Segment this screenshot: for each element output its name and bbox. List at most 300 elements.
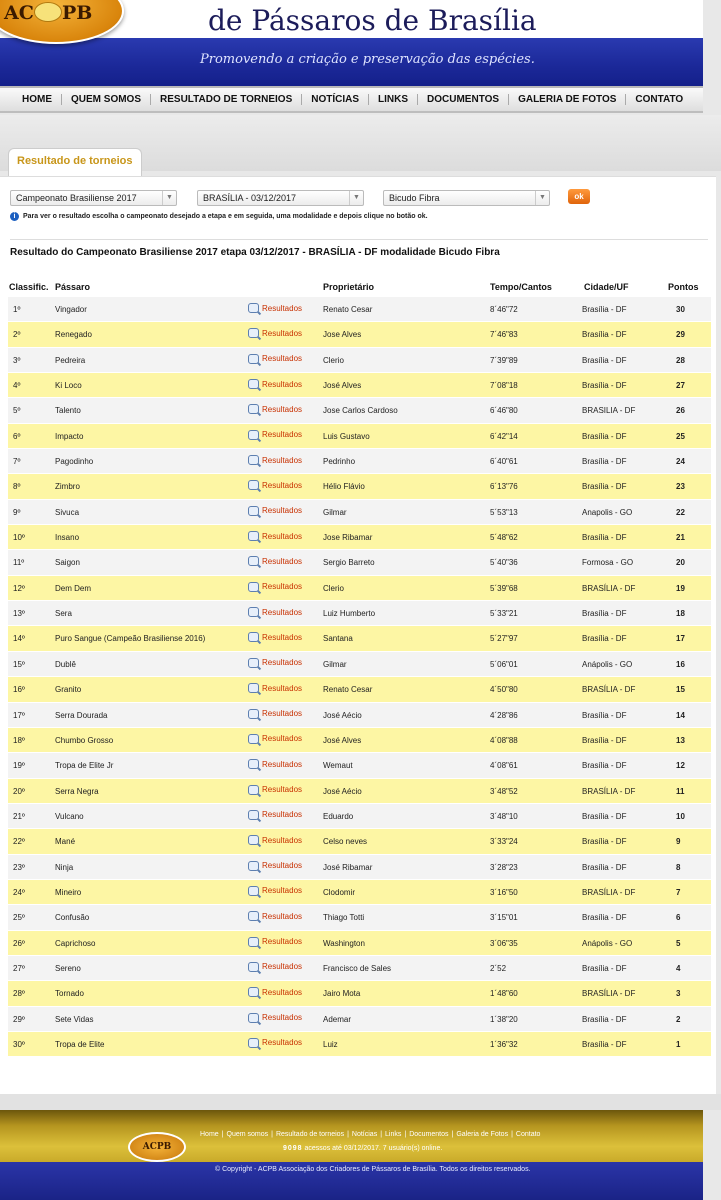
results-link-label: Resultados [262,861,303,871]
owner-cell: José Aécio [323,710,362,720]
results-link[interactable] [248,1038,302,1048]
bird-name-cell: Ninja [55,862,74,872]
link-separator: | [347,1131,349,1138]
site-title: de Pássaros de Brasília [208,4,537,37]
results-table-body [8,297,711,1057]
results-link-label: Resultados [262,835,303,845]
city-cell: BRASÍLIA - DF [582,786,636,796]
points-cell: 3 [676,989,681,999]
bird-name-cell: Pagodinho [55,457,94,467]
city-cell: Anápolis - GO [582,659,633,669]
results-link-label: Resultados [262,962,303,972]
magnifier-icon [248,861,259,871]
result-title: Resultado do Campeonato Brasiliense 2017 etapa 03/12/2017 - BRASÍLIA - DF modalidade Bicudo Fibra [10,247,500,258]
points-cell: 1 [676,1039,681,1049]
results-link[interactable] [248,379,302,389]
rank-cell: 15º [13,659,25,669]
results-link-label: Resultados [262,582,303,592]
points-cell: 23 [676,482,685,492]
owner-cell: Washington [323,938,365,948]
stage-select[interactable] [197,190,364,206]
magnifier-icon [248,1038,259,1048]
owner-cell: Eduardo [323,811,354,821]
points-cell: 26 [676,406,685,416]
points-cell: 15 [676,685,685,695]
nav-documentos[interactable]: DOCUMENTOS [418,94,509,105]
bird-name-cell: Renegado [55,330,92,340]
table-row [8,931,711,956]
table-row [8,322,711,347]
link-separator: | [451,1131,454,1138]
site-tagline: Promovendo a criação e preservação das espécies. [200,52,535,67]
points-cell: 21 [676,533,685,543]
bird-name-cell: Dublê [55,659,76,669]
table-row [8,449,711,474]
table-row [8,525,711,550]
points-cell: 6 [676,913,681,923]
results-link[interactable] [248,506,302,516]
city-cell: Brasília - DF [582,761,627,771]
owner-cell: Jairo Mota [323,989,361,999]
bird-name-cell: Sete Vidas [55,1014,94,1024]
results-link[interactable] [248,861,302,871]
results-link-label: Resultados [262,937,303,947]
bird-name-cell: Caprichoso [55,938,96,948]
bird-name-cell: Sivuca [55,507,80,517]
city-cell: Brasília - DF [582,735,627,745]
time-cell: 5´40"36 [490,558,518,568]
bird-name-cell: Impacto [55,431,84,441]
city-cell: Anapolis - GO [582,507,633,517]
results-link-label: Resultados [262,911,303,921]
magnifier-icon [248,607,259,617]
bird-name-cell: Zimbro [55,482,80,492]
results-link-label: Resultados [262,658,303,668]
time-cell: 3´33"24 [490,837,518,847]
results-link[interactable] [248,785,302,795]
results-link-label: Resultados [262,987,303,997]
points-cell: 4 [676,963,681,973]
bird-name-cell: Chumbo Grosso [55,735,114,745]
results-link[interactable] [248,632,302,642]
owner-cell: José Alves [323,381,362,391]
results-link[interactable] [248,734,302,744]
time-cell: 2´52 [490,963,507,973]
results-link[interactable] [248,582,302,592]
logo-text-right: PB [62,2,93,24]
points-cell: 17 [676,634,685,644]
rank-cell: 24º [13,887,25,897]
time-cell: 8´46"72 [490,305,518,314]
footer-link[interactable]: Documentos [409,1131,449,1138]
visit-text: acessos até 03/12/2017. 7 usuário(s) online. [302,1145,443,1152]
points-cell: 10 [676,811,685,821]
results-link-label: Resultados [262,759,303,769]
table-row [8,652,711,677]
rank-cell: 23º [13,862,25,872]
table-row [8,855,711,880]
col-header-pontos: Pontos [668,282,699,292]
magnifier-icon [248,556,259,566]
time-cell: 3´48"10 [490,811,518,821]
bird-name-cell: Tropa de Elite [55,1039,105,1049]
city-cell: Brasília - DF [582,837,627,847]
time-cell: 6´40"61 [490,457,518,467]
time-cell: 4´08"61 [490,761,518,771]
owner-cell: Hélio Flávio [323,482,365,492]
city-cell: Brasília - DF [582,431,627,441]
owner-cell: José Alves [323,735,362,745]
city-cell: Formosa - GO [582,558,634,568]
results-link[interactable] [248,683,302,693]
nav-resultado-de-torneios[interactable]: RESULTADO DE TORNEIOS [151,94,302,105]
city-cell: Brasília - DF [582,609,627,619]
time-cell: 3´16"50 [490,887,518,897]
points-cell: 24 [676,457,685,467]
points-cell: 27 [676,381,685,391]
magnifier-icon [248,480,259,490]
city-cell: BRASÍLIA - DF [582,989,636,999]
results-link-label: Resultados [262,683,303,693]
magnifier-icon [248,354,259,364]
site-header [0,0,703,86]
link-separator: | [404,1131,407,1138]
handshake-icon [34,2,62,22]
points-cell: 2 [676,1014,681,1024]
modality-select[interactable] [383,190,550,206]
table-row [8,981,711,1006]
chevron-down-icon: ▼ [535,191,549,205]
results-link-label: Resultados [262,480,303,490]
magnifier-icon [248,632,259,642]
time-cell: 4´08"88 [490,735,518,745]
owner-cell: Francisco de Sales [323,963,392,973]
bird-name-cell: Ki Loco [55,381,82,391]
stage-select-value: BRASÍLIA - 03/12/2017 [203,193,297,203]
nav-galeria-de-fotos[interactable]: GALERIA DE FOTOS [509,94,626,105]
table-row [8,474,711,499]
city-cell: Brasília - DF [582,710,627,720]
link-separator: | [380,1131,383,1138]
info-text: Para ver o resultado escolha o campeonato desejado a etapa e em seguida, uma modalidade e depois clique no botão ok. [23,213,428,220]
results-link[interactable] [248,962,302,972]
col-header-proprietario: Proprietário [323,282,375,292]
results-link[interactable] [248,709,302,719]
table-row [8,398,711,423]
results-link-label: Resultados [262,785,303,795]
nav-links[interactable]: LINKS [369,94,418,105]
table-row [8,348,711,373]
results-link[interactable] [248,455,302,465]
table-row [8,753,711,778]
points-cell: 12 [676,761,685,771]
results-link[interactable] [248,810,302,820]
results-link[interactable] [248,835,302,845]
rank-cell: 6º [13,431,21,441]
city-cell: Brasília - DF [582,381,627,391]
points-cell: 7 [676,887,681,897]
results-link[interactable] [248,531,302,541]
logo-text-left: AC [4,2,34,24]
rank-cell: 10º [13,533,25,543]
magnifier-icon [248,379,259,389]
time-cell: 1´48"60 [490,989,518,999]
city-cell: Brasília - DF [582,811,627,821]
footer-logo[interactable]: ACPB [128,1132,186,1162]
owner-cell: Wemaut [323,761,353,771]
magnifier-icon [248,658,259,668]
results-link[interactable] [248,480,302,490]
magnifier-icon [248,404,259,414]
rank-cell: 19º [13,761,25,771]
rank-cell: 18º [13,735,25,745]
magnifier-icon [248,937,259,947]
info-message [10,212,428,221]
time-cell: 7´08"18 [490,381,518,391]
rank-cell: 9º [13,507,21,517]
city-cell: Brasília - DF [582,533,627,543]
time-cell: 3´15"01 [490,913,518,923]
owner-cell: Luiz Humberto [323,609,376,619]
magnifier-icon [248,987,259,997]
time-cell: 5´53"13 [490,507,518,517]
col-header-passaro: Pássaro [55,282,91,292]
bird-name-cell: Mané [55,837,76,847]
rank-cell: 8º [13,482,21,492]
results-link[interactable] [248,430,302,440]
results-link[interactable] [248,1013,302,1023]
owner-cell: Sergio Barreto [323,558,375,568]
city-cell: Brasília - DF [582,305,627,314]
results-link[interactable] [248,886,302,896]
time-cell: 6´46"80 [490,406,518,416]
rank-cell: 17º [13,710,25,720]
nav-quem-somos[interactable]: QUEM SOMOS [62,94,151,105]
footer-link[interactable]: Galeria de Fotos [456,1131,509,1138]
results-table-header [0,280,716,295]
results-link[interactable] [248,328,302,338]
rank-cell: 29º [13,1014,25,1024]
visit-counter [283,1145,442,1152]
footer-link[interactable]: Contato [515,1131,541,1138]
magnifier-icon [248,962,259,972]
footer-link[interactable]: Links [385,1131,402,1138]
table-row [8,677,711,702]
rank-cell: 22º [13,837,25,847]
tab-resultado-de-torneios[interactable]: Resultado de torneios [8,148,142,178]
rank-cell: 3º [13,355,21,365]
table-row [8,424,711,449]
magnifier-icon [248,455,259,465]
owner-cell: Jose Ribamar [323,533,373,543]
time-cell: 7´46"83 [490,330,518,340]
ok-button[interactable]: ok [568,189,590,204]
bird-name-cell: Sereno [55,963,81,973]
owner-cell: Luiz [323,1039,338,1049]
results-link-label: Resultados [262,531,303,541]
rank-cell: 2º [13,330,21,340]
owner-cell: Santana [323,634,353,644]
nav-contato[interactable]: CONTATO [635,94,684,105]
table-row [8,880,711,905]
table-row [8,905,711,930]
championship-select-value: Campeonato Brasiliense 2017 [16,193,137,203]
results-link-label: Resultados [262,404,303,414]
rank-cell: 20º [13,786,25,796]
time-cell: 6´42"14 [490,431,518,441]
rank-cell: 26º [13,938,25,948]
city-cell: Brasília - DF [582,1039,627,1049]
bird-name-cell: Dem Dem [55,583,92,593]
results-link[interactable] [248,556,302,566]
points-cell: 13 [676,735,685,745]
time-cell: 5´48"62 [490,533,518,543]
table-row [8,728,711,753]
magnifier-icon [248,582,259,592]
city-cell: Brasília - DF [582,457,627,467]
results-link[interactable] [248,607,302,617]
points-cell: 14 [676,710,685,720]
table-row [8,373,711,398]
magnifier-icon [248,734,259,744]
bird-name-cell: Confusão [55,913,90,923]
rank-cell: 25º [13,913,25,923]
bird-name-cell: Insano [55,533,80,543]
table-row [8,1032,711,1057]
footer-link[interactable]: Quem somos [226,1131,269,1138]
table-row [8,779,711,804]
bird-name-cell: Talento [55,406,81,416]
championship-select[interactable] [10,190,177,206]
results-link-label: Resultados [262,1038,303,1048]
owner-cell: Thiago Totti [323,913,365,923]
results-link-label: Resultados [262,1013,303,1023]
time-cell: 5´06"01 [490,659,518,669]
points-cell: 5 [676,938,681,948]
info-icon: i [10,212,19,221]
points-cell: 16 [676,659,685,669]
time-cell: 5´39"68 [490,583,518,593]
owner-cell: Luis Gustavo [323,431,370,441]
results-link[interactable] [248,658,302,668]
results-link-label: Resultados [262,328,303,338]
rank-cell: 11º [13,558,25,568]
table-row [8,1007,711,1032]
time-cell: 1´36"32 [490,1039,518,1049]
owner-cell: Ademar [323,1014,352,1024]
col-header-cidade-uf: Cidade/UF [584,282,629,292]
city-cell: Brasília - DF [582,330,627,340]
time-cell: 5´27"97 [490,634,518,644]
footer-link[interactable]: Home [200,1131,219,1138]
magnifier-icon [248,430,259,440]
footer-link[interactable]: Notícias [351,1131,378,1138]
results-panel [0,176,716,1094]
results-link-label: Resultados [262,886,303,896]
col-header-tempo-cantos: Tempo/Cantos [490,282,552,292]
points-cell: 11 [676,786,685,796]
copyright: © Copyright - ACPB Associação dos Criadores de Pássaros de Brasília. Todos os direitos reservados. [215,1166,531,1173]
owner-cell: Renato Cesar [323,305,373,314]
table-row [8,956,711,981]
rank-cell: 12º [13,583,25,593]
bird-name-cell: Sera [55,609,72,619]
magnifier-icon [248,328,259,338]
rank-cell: 21º [13,811,25,821]
rank-cell: 27º [13,963,25,973]
points-cell: 9 [676,837,681,847]
owner-cell: Clerio [323,355,344,365]
divider [10,239,708,240]
results-link-label: Resultados [262,303,303,313]
city-cell: Brasília - DF [582,1014,627,1024]
bird-name-cell: Mineiro [55,887,82,897]
col-header-classific: Classific. [9,282,49,292]
points-cell: 20 [676,558,685,568]
table-row [8,576,711,601]
magnifier-icon [248,683,259,693]
results-link-label: Resultados [262,455,303,465]
site-footer [0,1110,703,1200]
city-cell: Brasília - DF [582,913,627,923]
city-cell: Brasília - DF [582,634,627,644]
city-cell: Brasília - DF [582,482,627,492]
results-link[interactable] [248,303,302,313]
nav-noticias[interactable]: NOTÍCIAS [302,94,369,105]
bird-name-cell: Granito [55,685,82,695]
time-cell: 3´48"52 [490,786,518,796]
chevron-down-icon: ▼ [349,191,363,205]
results-link[interactable] [248,404,302,414]
results-link[interactable] [248,987,302,997]
rank-cell: 7º [13,457,21,467]
owner-cell: Jose Alves [323,330,362,340]
table-row [8,829,711,854]
owner-cell: Celso neves [323,837,368,847]
results-link[interactable] [248,937,302,947]
magnifier-icon [248,886,259,896]
points-cell: 29 [676,330,685,340]
bird-name-cell: Saigon [55,558,80,568]
results-link[interactable] [248,354,302,364]
nav-home[interactable]: HOME [13,94,62,105]
results-link-label: Resultados [262,430,303,440]
results-link[interactable] [248,911,302,921]
city-cell: Anápolis - GO [582,938,633,948]
magnifier-icon [248,785,259,795]
table-row [8,297,711,322]
results-link[interactable] [248,759,302,769]
footer-links [200,1131,540,1138]
magnifier-icon [248,911,259,921]
city-cell: Brasília - DF [582,862,627,872]
magnifier-icon [248,709,259,719]
rank-cell: 5º [13,406,21,416]
results-link-label: Resultados [262,607,303,617]
city-cell: BRASÍLIA - DF [582,887,636,897]
points-cell: 22 [676,507,685,517]
city-cell: BRASILIA - DF [582,406,636,416]
magnifier-icon [248,810,259,820]
magnifier-icon [248,1013,259,1023]
link-separator: | [271,1131,273,1138]
rank-cell: 4º [13,381,21,391]
time-cell: 4´50"80 [490,685,518,695]
footer-link[interactable]: Resultado de torneios [275,1131,345,1138]
magnifier-icon [248,759,259,769]
link-separator: | [221,1131,224,1138]
owner-cell: José Aécio [323,786,362,796]
